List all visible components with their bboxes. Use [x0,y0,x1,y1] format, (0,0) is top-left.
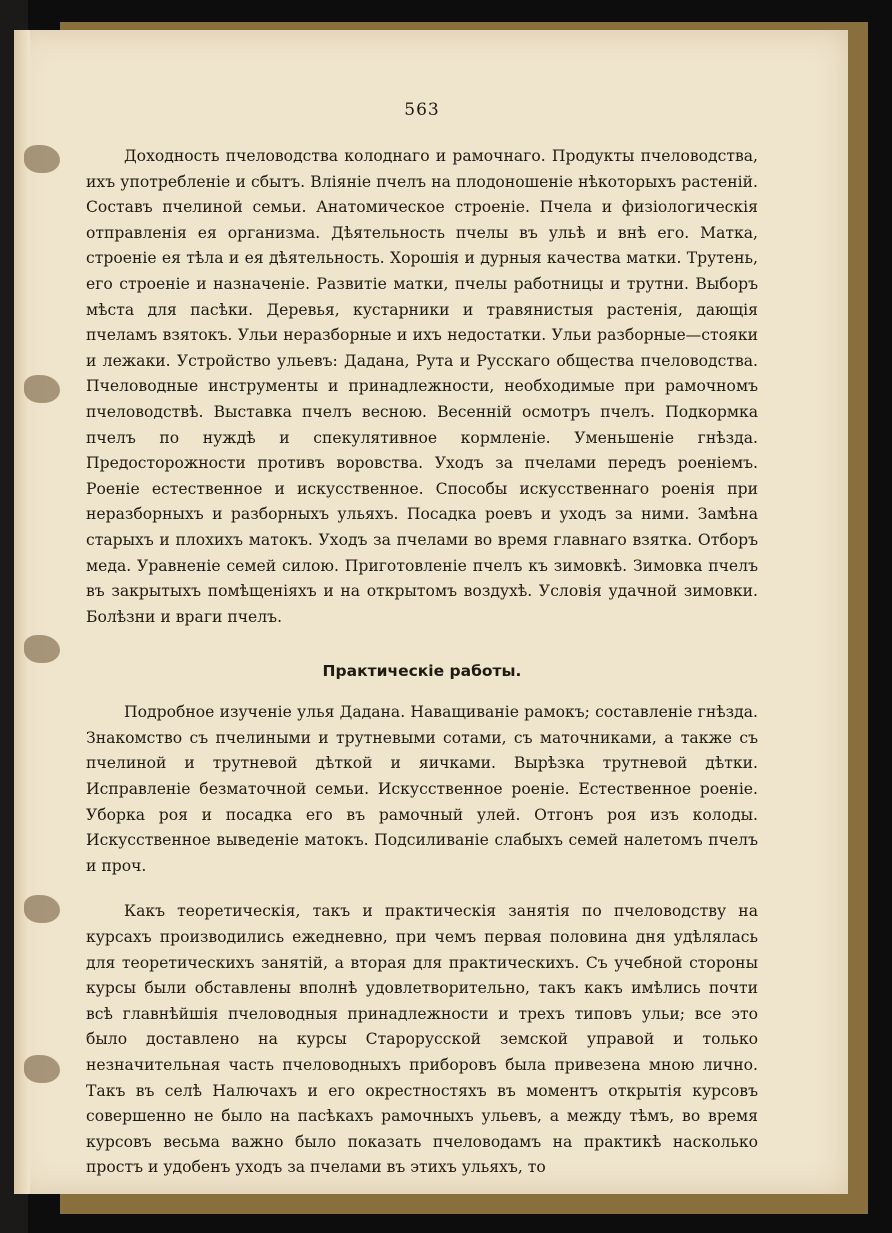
practical-work-paragraph: Подробное изученіе улья Дадана. Наващиваніе рамокъ; составленіе гнѣзда. Знакомство съ пчелиными и трутневыми сотами, съ маточниками, а также съ пчелиной и трутневой дѣткой и яичками. Вырѣзка трутневой дѣтки. Исправленіе безматочной семьи. Искусственное роеніе. Естественное роеніе. Уборка роя и посадка его въ рамочный улей. Отгонъ роя изъ колоды. Искусственное выведеніе матокъ. Подсиливаніе слабыхъ семей налетомъ пчелъ и проч. [86,703,758,875]
page-edge-damage [24,895,60,923]
page-edge-damage [24,145,60,173]
page-number: 563 [404,100,440,120]
page-edge-damage [24,375,60,403]
page-content [86,100,758,1181]
page-edge-damage [24,635,60,663]
course-topics-paragraph: Доходность пчеловодства колоднаго и рамочнаго. Продукты пчеловодства, ихъ употребленіе и сбытъ. Вліяніе пчелъ на плодоношеніе нѣкоторыхъ растеній. Составъ пчелиной семьи. Анатомическое строеніе. Пчела и физіологическія отправленія ея организма. Дѣятельность пчелы въ ульѣ и внѣ его. Матка, строеніе ея тѣла и ея дѣятельность. Хорошія и дурныя качества матки. Трутень, его строеніе и назначеніе. Развитіе матки, пчелы работницы и трутни. Выборъ мѣста для пасѣки. Деревья, кустарники и травянистыя растенія, дающія пчеламъ взятокъ. Ульи неразборные и ихъ недостатки. Ульи разборные—стояки и лежаки. Устройство ульевъ: Дадана, Рута и Русскаго общества пчеловодства. Пчеловодные инструменты и принадлежности, необходимые при рамочномъ пчеловодствѣ. Выставка пчелъ весною. Весенній осмотръ пчелъ. Подкормка пчелъ по нуждѣ и спекулятивное кормленіе. Уменьшеніе гнѣзда. Предосторожности противъ воровства. Уходъ за пчелами передъ роеніемъ. Роеніе естественное и искусственное. Способы искусственнаго роенія при неразборныхъ и разборныхъ ульяхъ. Посадка роевъ и уходъ за ними. Замѣна старыхъ и плохихъ матокъ. Уходъ за пчелами во время главнаго взятка. Отборъ меда. Уравненіе семей силою. Приготовленіе пчелъ къ зимовкѣ. Зимовка пчелъ въ закрытыхъ помѣщеніяхъ и на открытомъ воздухѣ. Условія удачной зимовки. Болѣзни и враги пчелъ. [86,147,758,626]
course-description-paragraph: Какъ теоретическія, такъ и практическія занятія по пчеловодству на курсахъ производились ежедневно, при чемъ первая половина дня удѣлялась для теоретическихъ занятій, а вторая для практическихъ. Съ учебной стороны курсы были обставлены вполнѣ удовлетворительно, такъ какъ имѣлись почти всѣ главнѣйшія пчеловодныя принадлежности и трехъ типовъ ульи; все это было доставлено на курсы Старорусской земской управой и только незначительная часть пчеловодныхъ приборовъ была привезена мною лично. Такъ въ селѣ Налючахъ и его окрестностяхъ въ моментъ открытія курсовъ совершенно не было на пасѣкахъ рамочныхъ ульевъ, а между тѣмъ, во время курсовъ весьма важно было показать пчеловодамъ на практикѣ насколько простъ и удобенъ уходъ за пчелами въ этихъ ульяхъ, то [86,902,758,1177]
paragraph-gap [86,879,758,899]
section-heading: Практическіе работы. [322,662,522,681]
page-edge-damage [24,1055,60,1083]
